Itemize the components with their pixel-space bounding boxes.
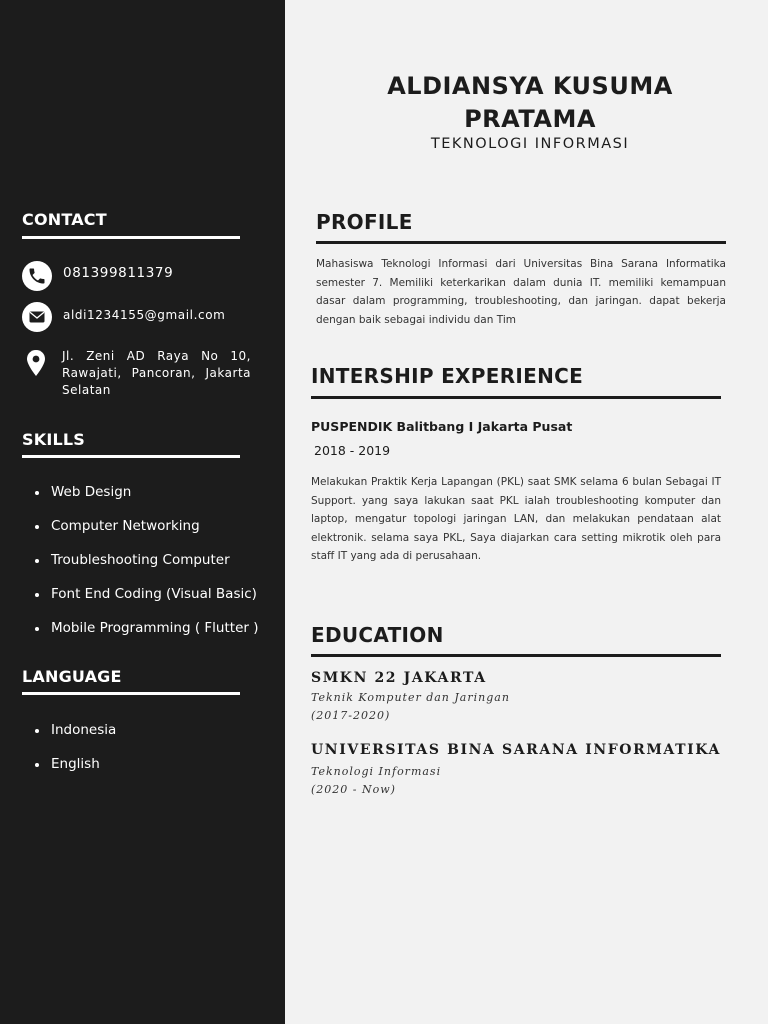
school-name: UNIVERSITAS BINA SARANA INFORMATIKA — [311, 742, 721, 758]
experience-description: Melakukan Praktik Kerja Lapangan (PKL) saat SMK selama 6 bulan Sebagai IT Support. yang saya lakukan saat PKL ialah troubleshooting komputer dan laptop, mengatur topologi jaringan LAN, dan melakukan pendataan alat elektronik. selama saya PKL, Saya diajarkan cara setting mikrotik oleh para staff IT yang ada di perusahaan. — [311, 476, 721, 562]
experience-period: 2018 - 2019 — [314, 443, 391, 458]
skill-item: Troubleshooting Computer — [22, 550, 258, 584]
email-address[interactable]: aldi1234155@gmail.com — [63, 308, 226, 322]
experience-heading: INTERSHIP EXPERIENCE — [311, 364, 584, 388]
experience-divider — [311, 396, 721, 399]
language-item: English — [22, 754, 116, 788]
address-text: Jl. Zeni AD Raya No 10, Rawajati, Pancoran, Jakarta Selatan — [62, 349, 251, 397]
language-list — [22, 720, 116, 788]
school-name: SMKN 22 JAKARTA — [311, 670, 487, 686]
skills-heading: SKILLS — [22, 430, 85, 449]
phone-icon — [22, 261, 52, 291]
school-years: (2020 - Now) — [311, 783, 396, 796]
phone-number[interactable]: 081399811379 — [63, 265, 174, 281]
profile-heading: PROFILE — [316, 210, 413, 234]
school-major: Teknologi Informasi — [311, 765, 442, 778]
name-line-1: ALDIANSYA KUSUMA — [387, 72, 673, 100]
candidate-title: TEKNOLOGI INFORMASI — [430, 136, 630, 152]
skill-item: Mobile Programming ( Flutter ) — [22, 618, 258, 652]
skill-item: Computer Networking — [22, 516, 258, 550]
skills-list — [22, 482, 258, 652]
mail-icon — [22, 302, 52, 332]
skill-item: Web Design — [22, 482, 258, 516]
education-divider — [311, 654, 721, 657]
profile-text: Mahasiswa Teknologi Informasi dari Universitas Bina Sarana Informatika semester 7. Memiliki keterkarikan dalam dunia IT. memiliki kemampuan dasar dalam programming, troubleshooting, dan jaringan. dapat bekerja dengan baik sebagai individu dan Tim — [316, 258, 726, 326]
school-major: Teknik Komputer dan Jaringan — [311, 691, 510, 704]
contact-divider — [22, 236, 240, 239]
education-heading: EDUCATION — [311, 623, 444, 647]
main-content — [285, 0, 768, 1024]
name-line-2: PRATAMA — [464, 105, 596, 133]
language-divider — [22, 692, 240, 695]
language-heading: LANGUAGE — [22, 667, 122, 686]
sidebar — [0, 0, 285, 1024]
profile-divider — [316, 241, 726, 244]
company-name: PUSPENDIK Balitbang I Jakarta Pusat — [311, 419, 573, 434]
school-years: (2017-2020) — [311, 709, 391, 722]
contact-heading: CONTACT — [22, 210, 107, 229]
language-item: Indonesia — [22, 720, 116, 754]
skill-item: Font End Coding (Visual Basic) — [22, 584, 258, 618]
skills-divider — [22, 455, 240, 458]
map-pin-icon — [26, 350, 46, 376]
candidate-name — [285, 70, 768, 136]
